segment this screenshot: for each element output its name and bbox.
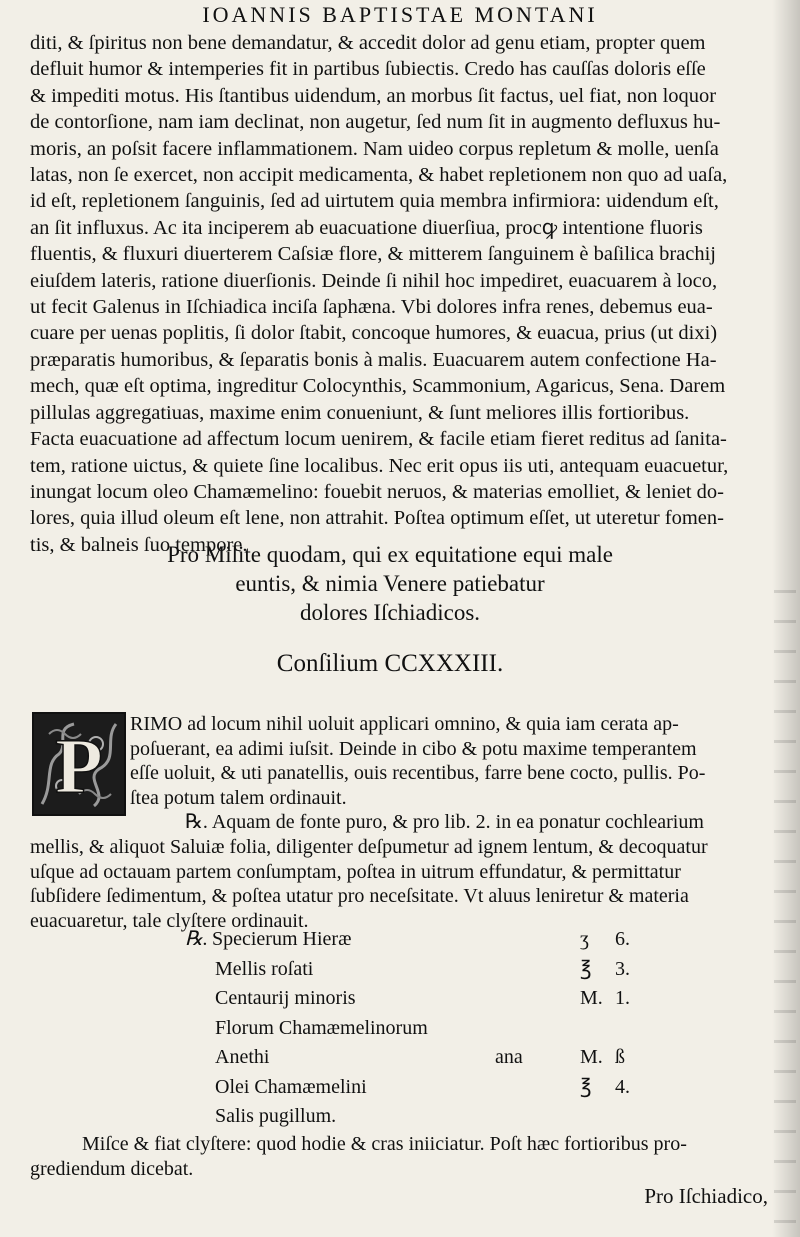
text-line: inungat locum oleo Chamæmelino: fouebit neruos, & materias emolliet, & leniet do- <box>30 480 725 503</box>
text-line: id eſt, repletionem ſanguinis, ſed ad uirtutem quia membra infirmiora: uidendum eſt, <box>30 190 719 213</box>
ingredient-name: Salis pugillum. <box>215 1105 337 1127</box>
recipe-list <box>185 925 645 1132</box>
text-line: eſſe uoluit, & uti panatellis, ouis recentibus, farre bene cocto, pullis. Po- <box>130 762 706 785</box>
text-line: ut fecit Galenus in Iſchiadica inciſa ſaphæna. Vbi dolores infra renes, debemus eua- <box>30 296 713 319</box>
ingredient-unit: M. <box>580 1046 603 1068</box>
ingredient-name: Specierum Hieræ <box>212 928 352 950</box>
text-line: & impediti motus. His ſtantibus uidendum, an morbus ſit factus, uel fiat, non loquor <box>30 84 717 107</box>
text-line: euacuaretur, tale clyſtere ordinauit. <box>30 909 309 932</box>
text-line: ſubſidere ſedimentum, & poſtea utatur pro neceſsitate. Vt aluus leniretur & materia <box>30 885 689 908</box>
ingredient-name: Mellis roſati <box>215 957 314 980</box>
initial-letter: P <box>55 722 103 809</box>
text-line: an ſit influxus. Ac ita inciperem ab euacuatione diuerſiua, procꝙ intentione fluoris <box>30 216 703 239</box>
text-line: ℞. Aquam de fonte puro, & pro lib. 2. in ea ponatur cochlearium <box>185 811 704 834</box>
text-line: mellis, & aliquot Saluiæ folia, diligenter deſpumetur ad ignem lentum, & decoquatur <box>30 835 708 858</box>
ingredient-qty: 3. <box>615 957 630 980</box>
recipe-symbol: ℞. <box>185 928 208 950</box>
body-paragraph <box>30 30 782 558</box>
section-heading <box>100 540 680 627</box>
recipe-row <box>185 984 645 1014</box>
recipe-row <box>185 955 645 985</box>
ingredient-unit: M. <box>580 987 603 1009</box>
ingredient-qty: 1. <box>615 987 630 1009</box>
text-line: diti, & ſpiritus non bene demandatur, & accedit dolor ad genu etiam, propter quem <box>30 32 706 54</box>
text-line: de contorſione, nam iam declinat, non augetur, ſed num ſit in augmento defluxus hu- <box>30 111 721 134</box>
text-line: latas, non ſe exercet, non accipit medicamenta, & habet repletionem non quo ad uaſa, <box>30 164 728 187</box>
recipe-row <box>185 1043 645 1073</box>
text-line: Facta euacuatione ad affectum locum uenirem, & facile etiam fieret reditus ad ſanita- <box>30 428 727 451</box>
text-line: RIMO ad locum nihil uoluit applicari omnino, & quia iam cerata ap- <box>130 713 679 735</box>
text-line: poſuerant, ea adimi iuſsit. Deinde in cibo & potu maxime temperantem <box>130 737 697 760</box>
recipe-row <box>185 1073 645 1103</box>
text-line: mech, quæ eſt optima, ingreditur Colocynthis, Scammonium, Agaricus, Sena. Darem <box>30 375 726 398</box>
text-line: eiuſdem lateris, ratione diuerſionis. Deinde ſi nihil hoc impediret, euacuarem à loco, <box>30 269 718 292</box>
heading-line: Pro Milite quodam, qui ex equitatione equi male <box>167 542 613 567</box>
text-line: ſtea potum talem ordinauit. <box>130 786 347 809</box>
heading-line: dolores Iſchiadicos. <box>299 600 481 625</box>
text-line: lores, quia illud oleum eſt lene, non attrahit. Poſtea optimum eſſet, ut uteretur fomen- <box>30 507 724 530</box>
consilium-title: Conſilium CCXXXIII. <box>276 650 504 677</box>
text-line: Miſce & fiat clyſtere: quod hodie & cras iniiciatur. Poſt hæc fortioribus pro- <box>82 1133 687 1155</box>
ingredient-name: Florum Chamæmelinorum <box>215 1016 428 1039</box>
running-head: IOANNIS BAPTISTAE MONTANI <box>202 2 598 27</box>
recipe-row <box>185 1014 645 1044</box>
ingredient-qty: 6. <box>615 928 630 950</box>
ingredient-unit: ʒ <box>580 928 589 950</box>
text-line: fluentis, & fluxuri diuerterem Caſsiæ flore, & mitterem ſanguinem è baſilica brachij <box>30 243 716 266</box>
ingredient-ana: ana <box>495 1046 523 1068</box>
text-line: uſque ad octauam partem conſumptam, poſtea in uitrum effundatur, & permittatur <box>30 860 681 883</box>
recipe-row <box>185 1102 645 1132</box>
consilium-paragraph <box>30 712 782 933</box>
heading-line: euntis, & nimia Venere patiebatur <box>235 571 545 596</box>
text-line: moris, an poſsit facere inflammationem. Nam uideo corpus repletum & molle, uenſa <box>30 137 719 160</box>
ingredient-qty: 4. <box>615 1075 630 1098</box>
ingredient-name: Anethi <box>215 1046 270 1068</box>
text-line: tis, & balneis ſuo tempore. <box>30 533 248 556</box>
text-line: grediendum dicebat. <box>30 1158 194 1180</box>
ingredient-name: Centaurij minoris <box>215 987 356 1009</box>
catchword: Pro Iſchiadico, <box>644 1184 768 1208</box>
ingredient-unit: ℥ <box>580 957 592 980</box>
text-line: præparatis humoribus, & ſeparatis bonis à malis. Euacuarem autem confectione Ha- <box>30 348 717 371</box>
ingredient-unit: ℥ <box>580 1075 592 1098</box>
text-line: tem, ratione uictus, & quiete ſine localibus. Nec erit opus iis uti, antequam euacuetur, <box>30 454 729 477</box>
ingredient-qty: ß <box>615 1046 625 1068</box>
text-line: pillulas aggregatiuas, maxime enim conueniunt, & ſunt meliores illis fortioribus. <box>30 401 690 424</box>
recipe-row <box>185 925 645 955</box>
text-line: cuare per uenas poplitis, ſi dolor ſtabit, concoque humores, & euacua, prius (ut dixi) <box>30 322 718 345</box>
ingredient-name: Olei Chamæmelini <box>215 1075 367 1098</box>
text-line: defluit humor & intemperies fit in partibus ſubiectis. Credo has cauſſas doloris eſſe <box>30 58 706 81</box>
closing-paragraph <box>30 1132 782 1182</box>
